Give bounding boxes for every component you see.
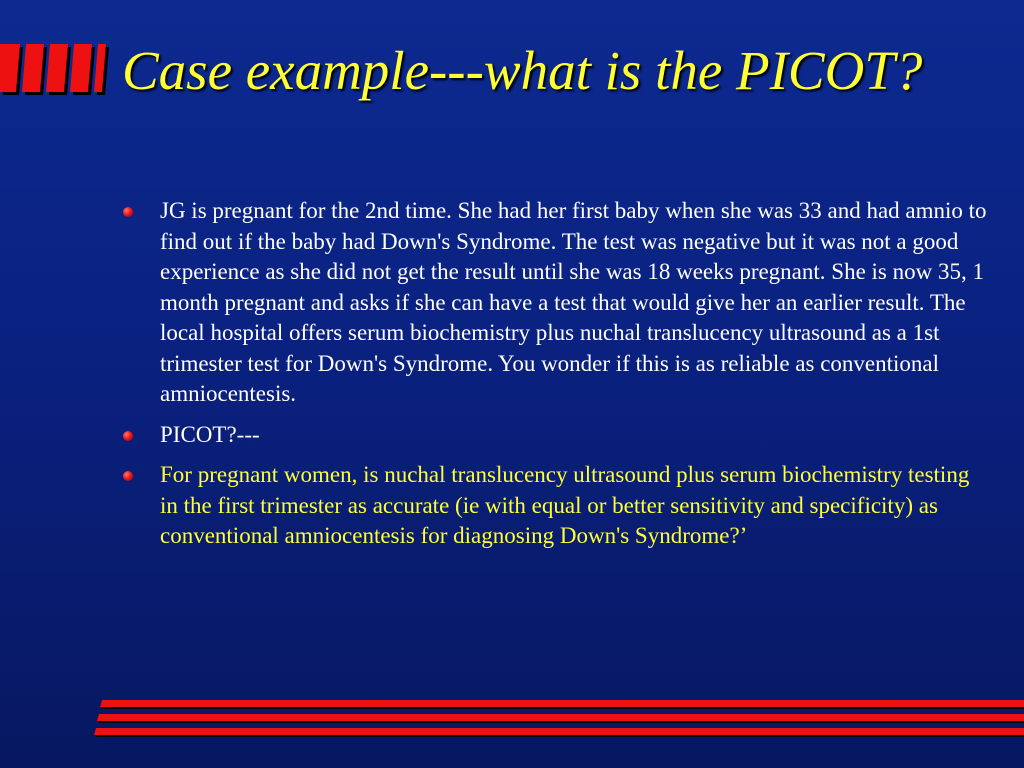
- corner-bars-decoration-icon: [0, 44, 110, 96]
- bullet-list: [120, 196, 990, 562]
- bullet-dot-icon: [123, 431, 133, 441]
- bullet-text: For pregnant women, is nuchal translucency ultrasound plus serum biochemistry testing in the first trimester as accurate (ie with equal or better sensitivity and specificity) as conventional amniocentesis for diagnosing Down's Syndrome?’: [160, 462, 970, 548]
- bullet-item-picot-question: [120, 420, 990, 451]
- bullet-text: PICOT?---: [160, 421, 260, 447]
- bullet-dot-icon: [123, 471, 133, 481]
- bottom-stripes-decoration-icon: [94, 700, 1024, 738]
- bullet-text: JG is pregnant for the 2nd time. She had her first baby when she was 33 and had amnio to find out if the baby had Down's Syndrome. The test was negative but it was not a good experience as she did not get the result until she was 18 weeks pregnant. She is now 35, 1 month pregnant and asks if she can have a test that would give her an earlier result. The local hospital offers serum biochemistry plus nuchal translucency ultrasound as a 1st trimester test for Down's Syndrome. You wonder if this is as reliable as conventional amniocentesis.: [160, 198, 987, 406]
- bullet-item-case-description: [120, 196, 990, 410]
- bullet-item-picot-answer: [120, 460, 990, 552]
- bullet-dot-icon: [123, 207, 133, 217]
- slide-title: Case example---what is the PICOT?: [122, 40, 923, 101]
